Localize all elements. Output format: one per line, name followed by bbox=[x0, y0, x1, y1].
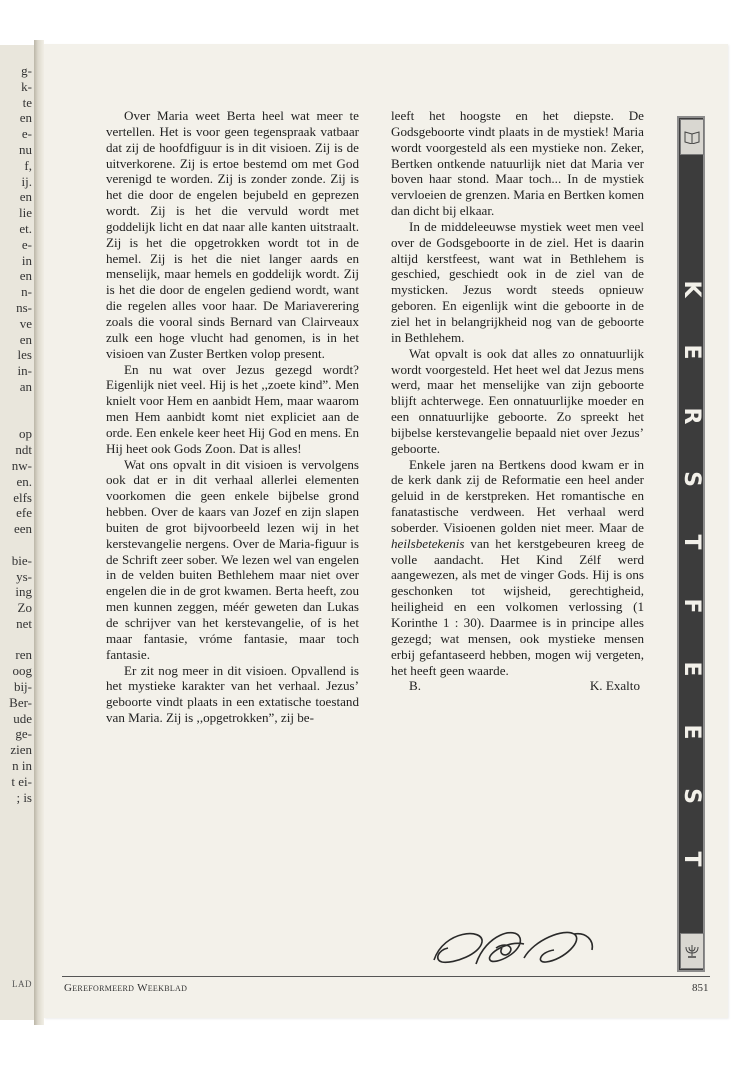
banner-letter: E bbox=[679, 344, 704, 360]
banner-letters bbox=[679, 158, 703, 930]
banner-letter: R bbox=[679, 407, 704, 425]
banner-letter: E bbox=[679, 661, 704, 677]
paragraph: Wat ons opvalt in dit visioen is vervolgens ook dat er in dit verhaal allerlei elementen voorkomen die geen enkele bijbelse grond hebben. Over de kaars van Jozef en zijn slapen buiten de grot bijvoorbeeld lezen wij in het kerstevangelie nergens. Over de Maria-figuur is de Schrift zeer sober. We lezen wel van engelen in de velden buiten Bethlehem maar niet over engelen die in de grot kwamen. Berta heeft, zou men kunnen zeggen, méér geweten dan Lukas de schrijver van het kerstevangelie, of is het maar fantasie, vróme fantasie, maar toch fantasie. bbox=[106, 456, 359, 662]
menorah-icon bbox=[680, 933, 704, 969]
previous-page-footer: LAD bbox=[12, 979, 32, 989]
banner-letter: E bbox=[679, 724, 704, 740]
paragraph: Wat opvalt is ook dat alles zo onnatuurlijk wordt voorgesteld. Het heet wel dat Jezus mens werd, maar het menselijke van zijn geboorte blijft achterwege. Een onnatuurlijke moeder en een onnatuurlijke geboorte. Zo spreekt het bijbelse kerstevangelie bepaald niet over Jezus’ geboorte. bbox=[391, 345, 644, 456]
publication-name: Gereformeerd Weekblad bbox=[64, 982, 188, 994]
banner-letter: K bbox=[679, 280, 704, 298]
magazine-page bbox=[44, 44, 728, 1018]
paragraph: leeft het hoogste en het diepste. De Godsgeboorte vindt plaats in de mystiek! Maria wordt voorgesteld als een mystieke non. Zeker, Bertken ontkende natuurlijk niet dat Maria ver boven haar stond. Maar toch... In de mystiek vervloeien de grenzen. Maria en Bertken komen dan dicht bij elkaar. bbox=[391, 108, 644, 219]
author-name: K. Exalto bbox=[589, 678, 640, 694]
paragraph: Over Maria weet Berta heel wat meer te vertellen. Het is voor geen tegenspraak vatbaar dat zij de hoofdfiguur is in dit visioen. Zij is de uitverkorene. Zij is ertoe bestemd om met God verenigd te worden. Zij is zonder zonde. Zij is het die door de engelen bejubeld en geprezen wordt. Zij is het die vervuld wordt met goddelijk licht en dat naar alle kanten uitstraalt. Zij is het die opgetrokken wordt tot in de hemel. Zij is het die niet langer aards en menselijk, maar hemels en goddelijk wordt. Zij is het die door de engelen gediend wordt, want die regelen alles voor haar. De Mariaverering zoals die vooral sinds Bernard van Clairveaux zulk een hoge vlucht had genomen, is in het visioen van Zuster Bertken volop present. bbox=[106, 108, 359, 361]
article-column-1 bbox=[106, 108, 359, 726]
flourish-ornament-icon bbox=[424, 920, 604, 974]
book-spine bbox=[34, 40, 44, 1025]
paragraph: In de middeleeuwse mystiek weet men veel over de Godsgeboorte in de ziel. Het is daarin altijd kerstfeest, want wat in Bethlehem is geschied, geschiedt ook in de ziel van de mysticken. Jezus wordt steeds opnieuw geboren. En eigenlijk wint die geboorte in de ziel het in belangrijkheid nog van de geboorte in Bethlehem. bbox=[391, 218, 644, 345]
emphasis-text: heilsbetekenis bbox=[391, 535, 465, 551]
banner-letter: S bbox=[679, 787, 704, 804]
text-run: Enkele jaren na Bertkens dood kwam er in de kerk dank zij de Reformatie een heel ander geluid in de kerstpreken. Het romantische en fanatastische verdween. Het verhaal werd soberder. Visioenen golden niet meer. Maar de bbox=[391, 456, 644, 535]
footer-rule bbox=[62, 976, 710, 977]
book-icon bbox=[680, 119, 704, 155]
banner-letter: S bbox=[679, 471, 704, 487]
kerstfeest-banner bbox=[677, 116, 705, 972]
paragraph bbox=[391, 457, 644, 679]
paragraph: Er zit nog meer in dit visioen. Opvallend is het mystieke karakter van het verhaal. Jezus’ geboorte vindt plaats in een extatische toestand van Maria. Zij is ,,opgetrokken”, zij be- bbox=[106, 662, 359, 726]
page-number: 851 bbox=[692, 982, 709, 994]
article-column-2 bbox=[391, 108, 644, 694]
signature bbox=[391, 678, 644, 694]
paragraph: En nu wat over Jezus gezegd wordt? Eigenlijk niet veel. Hij is het ,,zoete kind”. Men knielt voor Hem en aanbidt Hem, maar waarom men Hem aanbidt komt niet expliciet aan de orde. Een enkele keer heet Hij God en mens. En Hij heet ook Gods Zoon. Dat is alles! bbox=[106, 361, 359, 456]
previous-page-edge bbox=[0, 45, 34, 1020]
previous-page-text: g- k- te en e- nu f, ij. en lie et. e- in en n- ns- ve en les in- an op ndt nw- en. elfs efe een bie- ys- ing Zo net ren oog bij- Ber- ude ge- zien n in t ei- ; is bbox=[9, 63, 32, 805]
text-run: van het kerstgebeuren kreeg de volle aandacht. Het Kind Zélf werd aangewezen, als met de vinger Gods. Hij is ons geschonken tot wijsheid, gerechtigheid, heiligheid en een volkomen verlossing (1 Korinthe 1 : 30). Daarmee is in principe alles gezegd; wat mensen, ook mystieke mensen erbij gefantaseerd hebben, mogen wij vergeten, het heeft geen waarde. bbox=[391, 535, 644, 678]
banner-letter: T bbox=[679, 851, 704, 867]
banner-letter: T bbox=[679, 534, 704, 550]
signature-initial: B. bbox=[409, 678, 422, 694]
banner-letter: F bbox=[679, 598, 704, 614]
